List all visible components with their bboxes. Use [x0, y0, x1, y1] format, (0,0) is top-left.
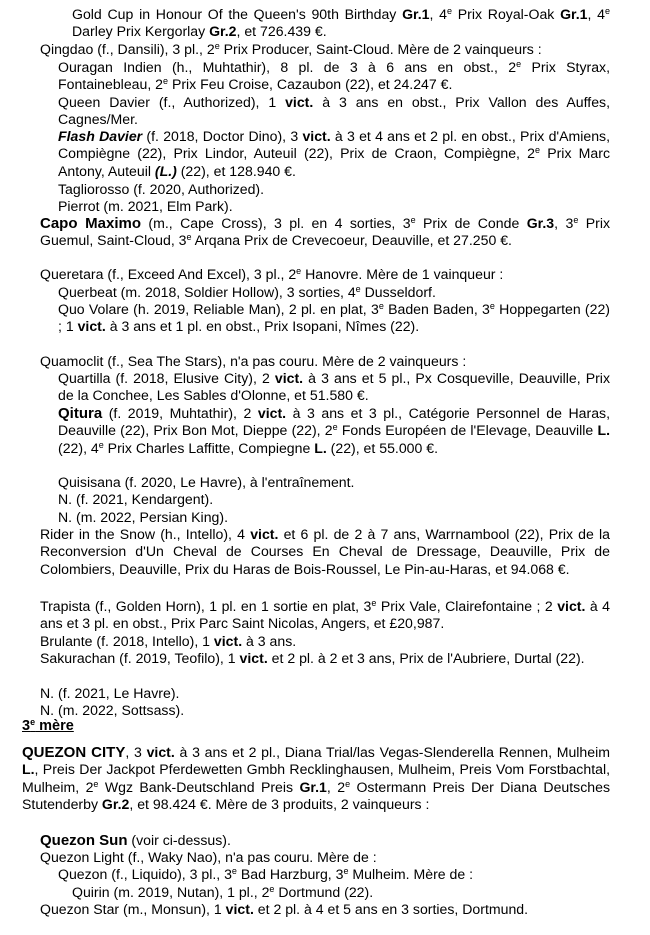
paragraph-text: Queen Davier (f., Authorized), 1 vict. à 3 ans en obst., Prix Vallon des Auffes, Cagnes/Mer. — [58, 94, 610, 128]
paragraph-text: Quezon (f., Liquido), 3 pl., 3e Bad Harzburg, 3e Mulheim. Mère de : — [58, 866, 474, 882]
paragraph — [58, 370, 610, 405]
paragraph-text: QUEZON CITY, 3 vict. à 3 ans et 2 pl., Diana Trial/las Vegas-Slenderella Rennen, Mulheim L., Preis Der Jackpot Pferdewetten Gmbh Recklinghausen, Mulheim, Preis Vom Forstbachtal, Mulheim, 2e Wgz Bank-Deutschland Preis Gr.1, 2e Ostermann Preis Der Diana Deutsches Stutenderby Gr.2, et 98.424 €. Mère de 3 produits, 2 vainqueurs : — [22, 744, 610, 813]
paragraph-text: Tagliorosso (f. 2020, Authorized). — [58, 181, 265, 197]
paragraph — [40, 832, 610, 849]
paragraph — [40, 266, 610, 283]
paragraph — [58, 59, 610, 94]
paragraph-text: Ouragan Indien (h., Muhtathir), 8 pl. de 3 à 6 ans en obst., 2e Prix Styrax, Fontainebleau, 2e Prix Feu Croise, Cazaubon (22), et 24.247 €. — [58, 59, 611, 93]
paragraph-text: Quartilla (f. 2018, Elusive City), 2 vict. à 3 ans et 5 pl., Px Cosqueville, Deauville, Prix de la Conchee, Les Sables d'Olonne, et 51.580 €. — [58, 370, 610, 404]
paragraph — [40, 41, 610, 58]
paragraph — [58, 284, 610, 301]
paragraph-text: Quo Volare (h. 2019, Reliable Man), 2 pl. en plat, 3e Baden Baden, 3e Hoppegarten (22) ; 1 vict. à 3 ans et 1 pl. en obst., Prix Isopani, Nîmes (22). — [58, 301, 610, 335]
paragraph — [40, 215, 610, 250]
paragraph — [40, 353, 610, 370]
paragraph-text: Quisisana (f. 2020, Le Havre), à l'entraînement. — [58, 474, 355, 490]
paragraph-text: Rider in the Snow (h., Intello), 4 vict. et 6 pl. de 2 à 7 ans, Warrnambool (22), Prix de la Reconversion d'Un Cheval de Courses En Cheval de Dressage, Deauville, Prix de Colombiers, Deauville, Prix du Haras de Bois-Roussel, Le Pin-au-Haras, et 94.068 €. — [40, 526, 610, 577]
paragraph-text: Capo Maximo (m., Cape Cross), 3 pl. en 4 sorties, 3e Prix de Conde Gr.3, 3e Prix Guemul, Saint-Cloud, 3e Arqana Prix de Crevecoeur, Deauville, et 27.250 €. — [40, 215, 611, 249]
paragraph-text: N. (m. 2022, Sottsass). — [40, 702, 185, 718]
paragraph — [58, 491, 610, 508]
paragraph-text: Sakurachan (f. 2019, Teofilo), 1 vict. et 2 pl. à 2 et 3 ans, Prix de l'Aubriere, Durtal (22). — [40, 650, 585, 666]
paragraph-text: Quezon Sun (voir ci-dessus). — [40, 832, 231, 849]
paragraph — [40, 901, 610, 918]
paragraph-text: Querbeat (m. 2018, Soldier Hollow), 3 sorties, 4e Dusseldorf. — [58, 284, 436, 300]
paragraph-text: Qingdao (f., Dansili), 3 pl., 2e Prix Producer, Saint-Cloud. Mère de 2 vainqueurs : — [40, 41, 542, 57]
paragraph — [40, 849, 610, 866]
paragraph-text: Queretara (f., Exceed And Excel), 3 pl., 2e Hanovre. Mère de 1 vainqueur : — [40, 266, 504, 282]
paragraph-text: Quirin (m. 2019, Nutan), 1 pl., 2e Dortmund (22). — [72, 884, 374, 900]
paragraph — [58, 509, 610, 526]
paragraph-text: N. (m. 2022, Persian King). — [58, 509, 228, 525]
paragraph — [22, 744, 610, 814]
paragraph — [72, 6, 610, 41]
paragraph-text: Qitura (f. 2019, Muhtathir), 2 vict. à 3 ans et 3 pl., Catégorie Personnel de Haras, Deauville (22), Prix Bon Mot, Dieppe (22), 2e Fonds Européen de l'Elevage, Deauville L. (22), 4e Prix Charles Laffitte, Compiegne L. (22), et 55.000 €. — [58, 405, 610, 456]
section-heading: 3e mère — [22, 717, 74, 734]
paragraph-text: Quezon Light (f., Waky Nao), n'a pas couru. Mère de : — [40, 849, 377, 865]
paragraph — [40, 633, 610, 650]
paragraph — [58, 198, 610, 215]
paragraph — [40, 526, 610, 578]
paragraph-text: Trapista (f., Golden Horn), 1 pl. en 1 sortie en plat, 3e Prix Vale, Clairefontaine ; 2 vict. à 4 ans et 3 pl. en obst., Prix Parc Saint Nicolas, Angers, et £20,987. — [40, 598, 610, 632]
paragraph-text: N. (f. 2021, Kendargent). — [58, 491, 214, 507]
paragraph-text: N. (f. 2021, Le Havre). — [40, 685, 180, 701]
paragraph — [72, 884, 610, 901]
paragraph — [40, 702, 610, 719]
paragraph — [58, 128, 610, 180]
paragraph — [40, 598, 610, 633]
paragraph — [58, 866, 610, 883]
paragraph — [58, 405, 610, 457]
paragraph-text: Pierrot (m. 2021, Elm Park). — [58, 198, 233, 214]
paragraph-text: Gold Cup in Honour Of the Queen's 90th Birthday Gr.1, 4e Prix Royal-Oak Gr.1, 4e Darley Prix Kergorlay Gr.2, et 726.439 €. — [72, 6, 611, 40]
paragraph — [40, 650, 610, 667]
paragraph — [58, 474, 610, 491]
paragraph — [58, 94, 610, 129]
paragraph — [58, 181, 610, 198]
paragraph-text: Flash Davier (f. 2018, Doctor Dino), 3 vict. à 3 et 4 ans et 2 pl. en obst., Prix d'Amiens, Compiègne (22), Prix Lindor, Auteuil (22), Prix de Craon, Compiègne, 2e Prix Marc Antony, Auteuil (L.) (22), et 128.940 €. — [58, 128, 611, 179]
paragraph-text: Quamoclit (f., Sea The Stars), n'a pas couru. Mère de 2 vainqueurs : — [40, 353, 467, 369]
paragraph-text: Brulante (f. 2018, Intello), 1 vict. à 3 ans. — [40, 633, 297, 649]
paragraph — [58, 301, 610, 336]
paragraph — [40, 685, 610, 702]
paragraph-text: Quezon Star (m., Monsun), 1 vict. et 2 pl. à 4 et 5 ans en 3 sorties, Dortmund. — [40, 901, 529, 917]
